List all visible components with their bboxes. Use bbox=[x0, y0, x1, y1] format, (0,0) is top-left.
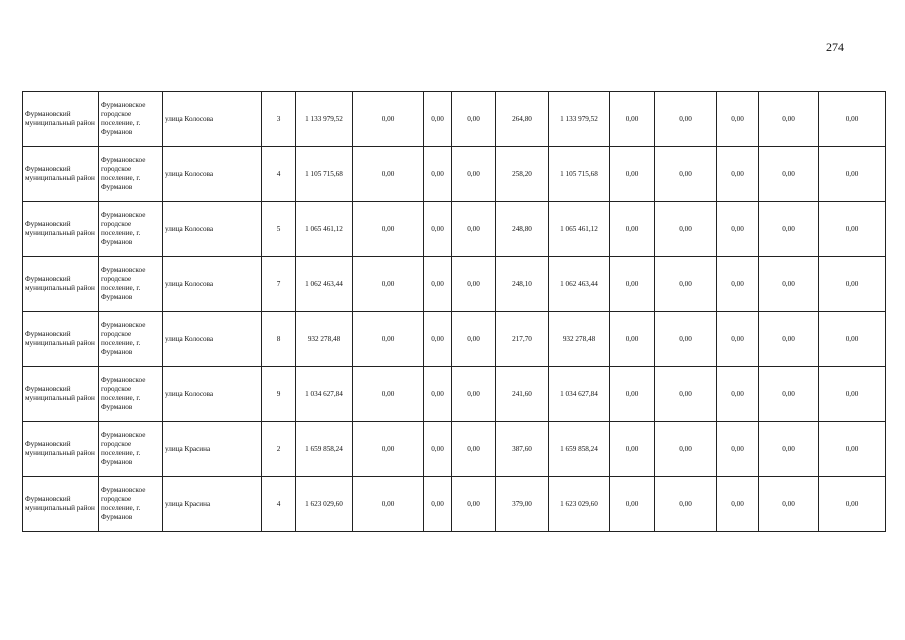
value-cell: 0,00 bbox=[353, 477, 424, 532]
value-cell: 0,00 bbox=[655, 202, 717, 257]
value-cell: 0,00 bbox=[424, 257, 452, 312]
value-cell: 0,00 bbox=[610, 147, 655, 202]
value-cell: 0,00 bbox=[452, 367, 496, 422]
area-cell: 241,60 bbox=[496, 367, 549, 422]
sum-cell: 1 065 461,12 bbox=[549, 202, 610, 257]
area-cell: 379,00 bbox=[496, 477, 549, 532]
value-cell: 0,00 bbox=[655, 92, 717, 147]
value-cell: 0,00 bbox=[717, 367, 759, 422]
settlement-cell: Фурмановское городское поселение, г. Фурманов bbox=[99, 477, 163, 532]
street-cell: улица Колосова bbox=[163, 92, 262, 147]
table-row bbox=[23, 257, 886, 312]
total-cost-cell: 1 623 029,60 bbox=[296, 477, 353, 532]
district-cell: Фурмановский муниципальный район bbox=[23, 477, 99, 532]
street-cell: улица Красина bbox=[163, 477, 262, 532]
value-cell: 0,00 bbox=[452, 257, 496, 312]
total-cost-cell: 932 278,48 bbox=[296, 312, 353, 367]
street-cell: улица Колосова bbox=[163, 257, 262, 312]
value-cell: 0,00 bbox=[353, 202, 424, 257]
settlement-cell: Фурмановское городское поселение, г. Фурманов bbox=[99, 367, 163, 422]
page-number: 274 bbox=[826, 40, 844, 54]
value-cell: 0,00 bbox=[717, 147, 759, 202]
value-cell: 0,00 bbox=[717, 312, 759, 367]
value-cell: 0,00 bbox=[424, 477, 452, 532]
area-cell: 217,70 bbox=[496, 312, 549, 367]
street-cell: улица Колосова bbox=[163, 202, 262, 257]
value-cell: 0,00 bbox=[759, 422, 819, 477]
value-cell: 0,00 bbox=[424, 422, 452, 477]
value-cell: 0,00 bbox=[452, 422, 496, 477]
value-cell: 0,00 bbox=[717, 202, 759, 257]
street-cell: улица Колосова bbox=[163, 312, 262, 367]
value-cell: 0,00 bbox=[424, 312, 452, 367]
table-row bbox=[23, 92, 886, 147]
total-cost-cell: 1 034 627,84 bbox=[296, 367, 353, 422]
value-cell: 0,00 bbox=[610, 92, 655, 147]
value-cell: 0,00 bbox=[353, 312, 424, 367]
house-number-cell: 8 bbox=[262, 312, 296, 367]
value-cell: 0,00 bbox=[610, 367, 655, 422]
value-cell: 0,00 bbox=[353, 257, 424, 312]
house-number-cell: 5 bbox=[262, 202, 296, 257]
sum-cell: 1 659 858,24 bbox=[549, 422, 610, 477]
area-cell: 248,10 bbox=[496, 257, 549, 312]
value-cell: 0,00 bbox=[353, 92, 424, 147]
house-number-cell: 2 bbox=[262, 422, 296, 477]
value-cell: 0,00 bbox=[759, 92, 819, 147]
table-row bbox=[23, 367, 886, 422]
value-cell: 0,00 bbox=[819, 257, 886, 312]
district-cell: Фурмановский муниципальный район bbox=[23, 367, 99, 422]
street-cell: улица Колосова bbox=[163, 367, 262, 422]
house-number-cell: 7 bbox=[262, 257, 296, 312]
total-cost-cell: 1 065 461,12 bbox=[296, 202, 353, 257]
district-cell: Фурмановский муниципальный район bbox=[23, 202, 99, 257]
settlement-cell: Фурмановское городское поселение, г. Фурманов bbox=[99, 92, 163, 147]
sum-cell: 1 133 979,52 bbox=[549, 92, 610, 147]
district-cell: Фурмановский муниципальный район bbox=[23, 312, 99, 367]
value-cell: 0,00 bbox=[819, 477, 886, 532]
value-cell: 0,00 bbox=[452, 202, 496, 257]
value-cell: 0,00 bbox=[452, 147, 496, 202]
area-cell: 248,80 bbox=[496, 202, 549, 257]
value-cell: 0,00 bbox=[610, 422, 655, 477]
data-table bbox=[22, 91, 886, 532]
settlement-cell: Фурмановское городское поселение, г. Фурманов bbox=[99, 312, 163, 367]
value-cell: 0,00 bbox=[759, 367, 819, 422]
area-cell: 387,60 bbox=[496, 422, 549, 477]
district-cell: Фурмановский муниципальный район bbox=[23, 257, 99, 312]
value-cell: 0,00 bbox=[655, 367, 717, 422]
house-number-cell: 3 bbox=[262, 92, 296, 147]
value-cell: 0,00 bbox=[759, 202, 819, 257]
value-cell: 0,00 bbox=[655, 257, 717, 312]
settlement-cell: Фурмановское городское поселение, г. Фурманов bbox=[99, 202, 163, 257]
value-cell: 0,00 bbox=[424, 147, 452, 202]
value-cell: 0,00 bbox=[353, 367, 424, 422]
value-cell: 0,00 bbox=[759, 312, 819, 367]
value-cell: 0,00 bbox=[424, 92, 452, 147]
table-row bbox=[23, 202, 886, 257]
district-cell: Фурмановский муниципальный район bbox=[23, 92, 99, 147]
value-cell: 0,00 bbox=[353, 422, 424, 477]
street-cell: улица Красина bbox=[163, 422, 262, 477]
value-cell: 0,00 bbox=[353, 147, 424, 202]
house-number-cell: 4 bbox=[262, 147, 296, 202]
value-cell: 0,00 bbox=[717, 477, 759, 532]
value-cell: 0,00 bbox=[819, 202, 886, 257]
area-cell: 264,80 bbox=[496, 92, 549, 147]
value-cell: 0,00 bbox=[452, 92, 496, 147]
value-cell: 0,00 bbox=[655, 147, 717, 202]
table-row bbox=[23, 312, 886, 367]
total-cost-cell: 1 105 715,68 bbox=[296, 147, 353, 202]
table-body bbox=[23, 92, 886, 532]
table-row bbox=[23, 147, 886, 202]
sum-cell: 1 105 715,68 bbox=[549, 147, 610, 202]
total-cost-cell: 1 133 979,52 bbox=[296, 92, 353, 147]
value-cell: 0,00 bbox=[655, 477, 717, 532]
value-cell: 0,00 bbox=[610, 202, 655, 257]
value-cell: 0,00 bbox=[819, 312, 886, 367]
value-cell: 0,00 bbox=[717, 92, 759, 147]
value-cell: 0,00 bbox=[717, 257, 759, 312]
value-cell: 0,00 bbox=[424, 367, 452, 422]
value-cell: 0,00 bbox=[759, 147, 819, 202]
value-cell: 0,00 bbox=[655, 422, 717, 477]
value-cell: 0,00 bbox=[759, 257, 819, 312]
house-number-cell: 4 bbox=[262, 477, 296, 532]
settlement-cell: Фурмановское городское поселение, г. Фурманов bbox=[99, 257, 163, 312]
house-number-cell: 9 bbox=[262, 367, 296, 422]
value-cell: 0,00 bbox=[452, 312, 496, 367]
table-row bbox=[23, 422, 886, 477]
street-cell: улица Колосова bbox=[163, 147, 262, 202]
sum-cell: 1 062 463,44 bbox=[549, 257, 610, 312]
value-cell: 0,00 bbox=[717, 422, 759, 477]
value-cell: 0,00 bbox=[819, 92, 886, 147]
value-cell: 0,00 bbox=[610, 312, 655, 367]
sum-cell: 1 034 627,84 bbox=[549, 367, 610, 422]
district-cell: Фурмановский муниципальный район bbox=[23, 422, 99, 477]
sum-cell: 932 278,48 bbox=[549, 312, 610, 367]
table-row bbox=[23, 477, 886, 532]
total-cost-cell: 1 659 858,24 bbox=[296, 422, 353, 477]
district-cell: Фурмановский муниципальный район bbox=[23, 147, 99, 202]
value-cell: 0,00 bbox=[655, 312, 717, 367]
area-cell: 258,20 bbox=[496, 147, 549, 202]
settlement-cell: Фурмановское городское поселение, г. Фурманов bbox=[99, 147, 163, 202]
value-cell: 0,00 bbox=[759, 477, 819, 532]
value-cell: 0,00 bbox=[452, 477, 496, 532]
value-cell: 0,00 bbox=[610, 257, 655, 312]
sum-cell: 1 623 029,60 bbox=[549, 477, 610, 532]
value-cell: 0,00 bbox=[819, 147, 886, 202]
value-cell: 0,00 bbox=[819, 367, 886, 422]
value-cell: 0,00 bbox=[424, 202, 452, 257]
settlement-cell: Фурмановское городское поселение, г. Фурманов bbox=[99, 422, 163, 477]
value-cell: 0,00 bbox=[819, 422, 886, 477]
total-cost-cell: 1 062 463,44 bbox=[296, 257, 353, 312]
value-cell: 0,00 bbox=[610, 477, 655, 532]
